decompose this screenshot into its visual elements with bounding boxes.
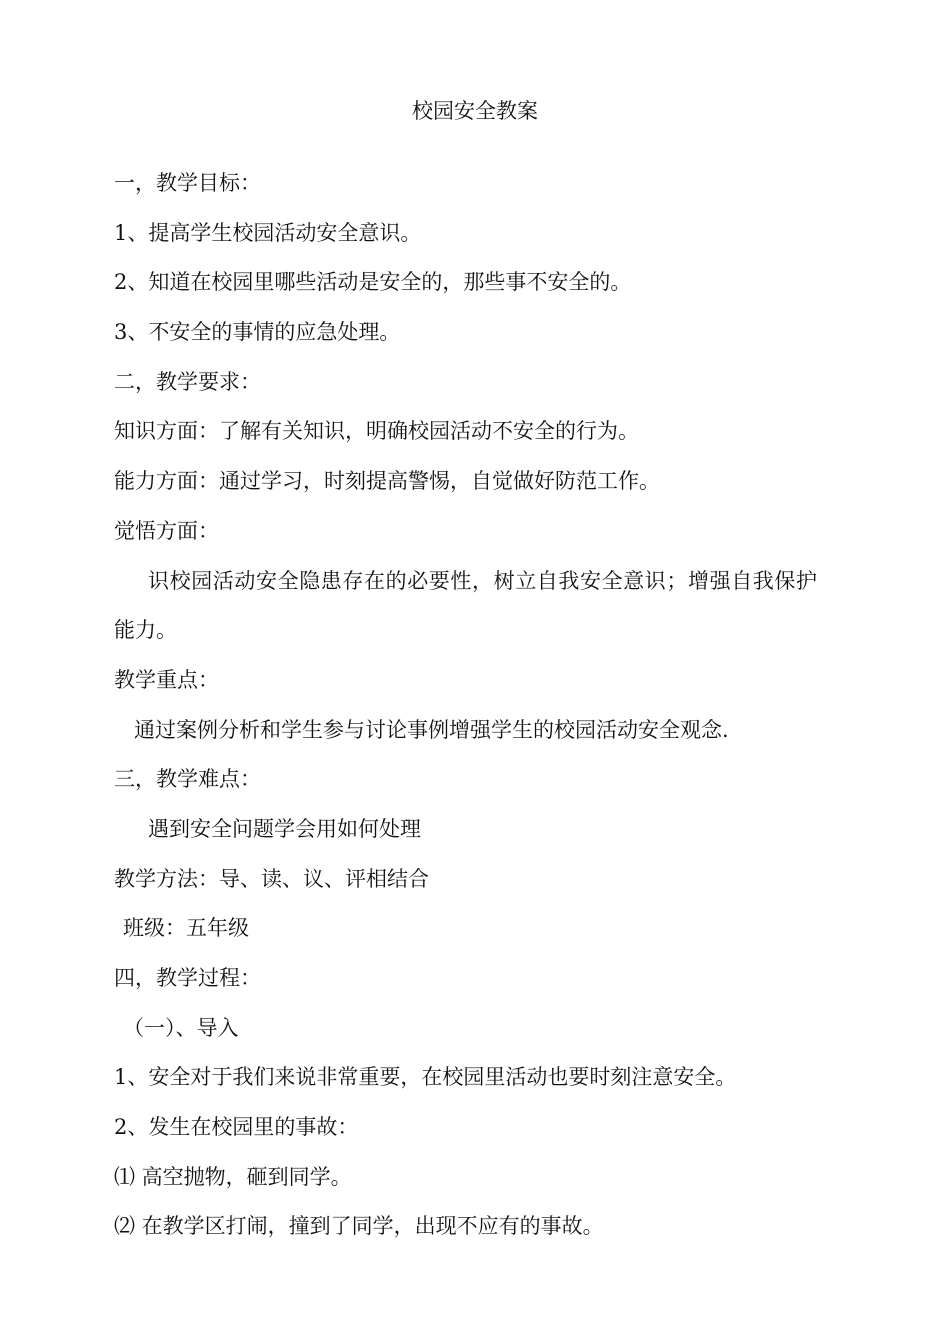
section-heading-difficulties: 三，教学难点：	[114, 767, 261, 792]
objective-item-1: 1、提高学生校园活动安全意识。	[114, 220, 422, 245]
document-title: 校园安全教案	[412, 99, 538, 123]
awareness-paragraph-line-2: 能力。	[114, 618, 177, 643]
difficulties-text: 遇到安全问题学会用如何处理	[148, 816, 421, 841]
requirement-ability: 能力方面：通过学习，时刻提高警惕，自觉做好防范工作。	[114, 469, 660, 494]
section-heading-requirements: 二，教学要求：	[114, 369, 261, 394]
document-body	[114, 168, 850, 1261]
requirement-knowledge: 知识方面：了解有关知识，明确校园活动不安全的行为。	[114, 419, 639, 444]
section-heading-process: 四，教学过程：	[114, 966, 261, 991]
requirement-awareness-paragraph	[114, 566, 850, 665]
process-item-1: 1、安全对于我们来说非常重要，在校园里活动也要时刻注意安全。	[114, 1065, 737, 1090]
awareness-paragraph-line-1: 识校园活动安全隐患存在的必要性，树立自我安全意识；增强自我保护	[148, 568, 818, 593]
class-grade: 班级：五年级	[123, 916, 249, 941]
process-item-2: 2、发生在校园里的事故：	[114, 1115, 359, 1140]
teaching-methods: 教学方法：导、读、议、评相结合	[114, 866, 429, 891]
accident-example-1: ⑴ 高空抛物，砸到同学。	[114, 1164, 352, 1189]
section-heading-key-points: 教学重点：	[114, 667, 219, 692]
requirement-awareness-label: 觉悟方面：	[114, 518, 219, 543]
objective-item-3: 3、不安全的事情的应急处理。	[114, 320, 401, 345]
key-points-text: 通过案例分析和学生参与讨论事例增强学生的校园活动安全观念.	[134, 717, 729, 742]
accident-example-2: ⑵ 在教学区打闹，撞到了同学，出现不应有的事故。	[114, 1214, 604, 1239]
section-heading-objectives: 一，教学目标：	[114, 171, 261, 195]
process-step-intro: （一）、导入	[123, 1015, 239, 1040]
objective-item-2: 2、知道在校园里哪些活动是安全的，那些事不安全的。	[114, 270, 632, 295]
